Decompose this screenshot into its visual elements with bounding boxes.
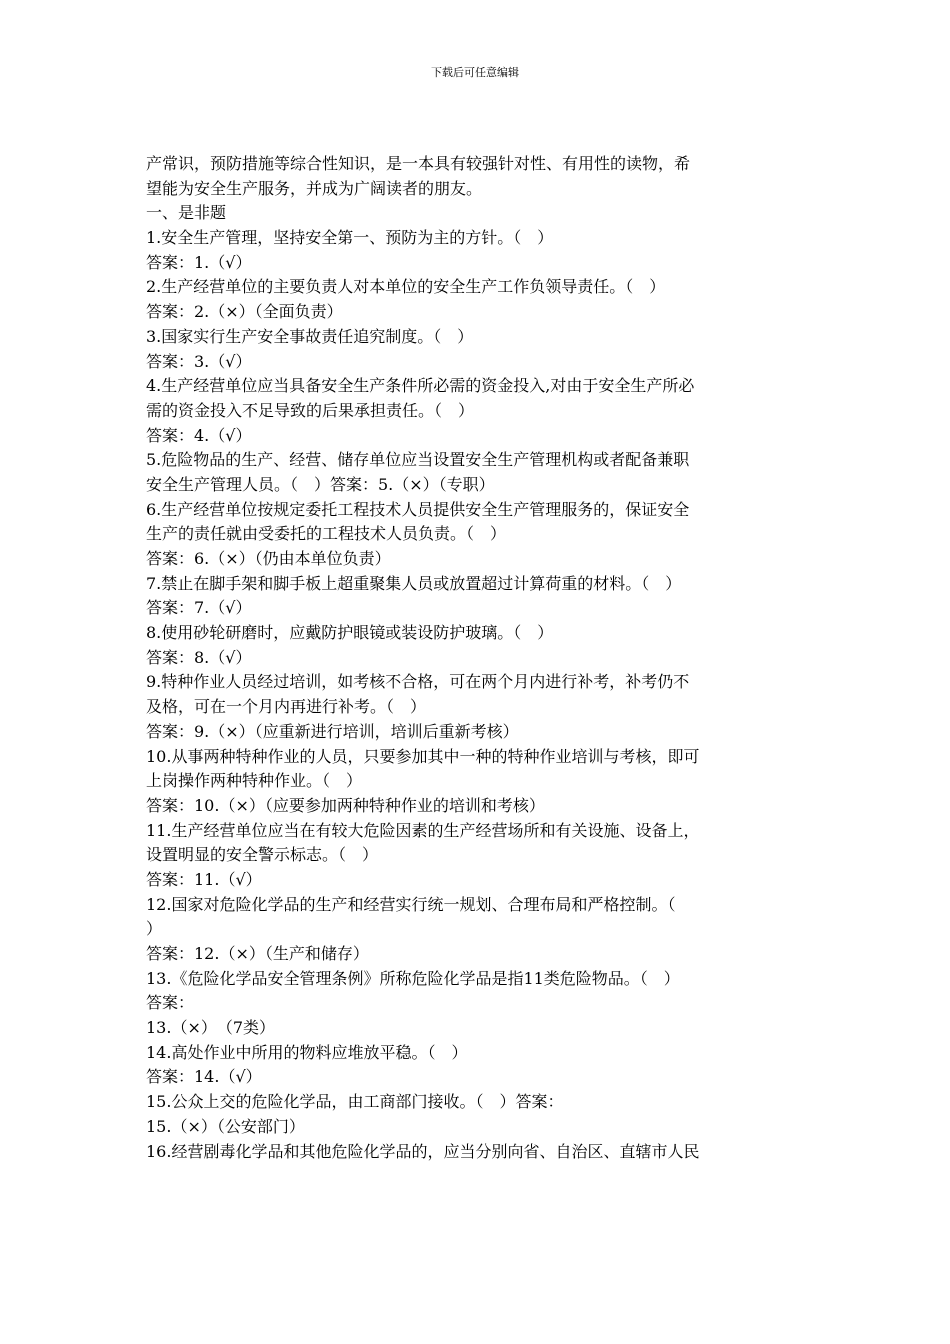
answer-line: 答案：4.（√） <box>146 425 252 445</box>
question-line: 8.使用砂轮研磨时，应戴防护眼镜或装设防护玻璃。（ ） <box>146 623 554 643</box>
question-line: 15.公众上交的危险化学品，由工商部门接收。（ ）答案： <box>146 1092 564 1112</box>
question-line: 16.经营剧毒化学品和其他危险化学品的，应当分别向省、自治区、直辖市人民 <box>146 1141 700 1161</box>
question-line: 11.生产经营单位应当在有较大危险因素的生产经营场所和有关设施、设备上， <box>146 820 700 840</box>
question-line: 设置明显的安全警示标志。（ ） <box>146 845 379 865</box>
answer-line: 答案：9.（×）（应重新进行培训，培训后重新考核） <box>146 721 519 741</box>
answer-line: 答案：12.（×）（生产和储存） <box>146 944 369 963</box>
answer-line: 答案：8.（√） <box>146 647 252 667</box>
question-line: 6.生产经营单位按规定委托工程技术人员提供安全生产管理服务的，保证安全 <box>146 499 690 519</box>
text-line: 产常识，预防措施等综合性知识，是一本具有较强针对性、有用性的读物，希 <box>146 154 691 173</box>
question-line: 7.禁止在脚手架和脚手板上超重聚集人员或放置超过计算荷重的材料。（ ） <box>146 573 682 593</box>
text-line: 望能为安全生产服务，并成为广阔读者的朋友。 <box>146 178 483 198</box>
question-line: 及格，可在一个月内再进行补考。（ ） <box>146 697 427 717</box>
question-line: 9.特种作业人员经过培训，如考核不合格，可在两个月内进行补考，补考仍不 <box>146 672 690 692</box>
question-line: 需的资金投入不足导致的后果承担责任。（ ） <box>146 400 475 420</box>
question-line: 5.危险物品的生产、经营、储存单位应当设置安全生产管理机构或者配备兼职 <box>146 450 690 470</box>
question-line: 1.安全生产管理，坚持安全第一、预防为主的方针。（ ） <box>146 228 554 248</box>
answer-line: 13.（×） （7类） <box>146 1018 276 1038</box>
question-line: 13.《危险化学品安全管理条例》所称危险化学品是指11类危险物品。（ ） <box>146 968 680 988</box>
answer-line: 答案：6.（×）（仍由本单位负责） <box>146 549 391 568</box>
answer-line: 答案：11.（√） <box>146 869 262 889</box>
question-line: 安全生产管理人员。（ ）答案：5.（×）（专职） <box>146 474 495 494</box>
question-line: 3.国家实行生产安全事故责任追究制度。（ ） <box>146 326 474 346</box>
answer-line: 答案：2.（×）（全面负责） <box>146 302 343 322</box>
question-line: 2.生产经营单位的主要负责人对本单位的安全生产工作负领导责任。（ ） <box>146 277 666 297</box>
answer-line: 答案：14.（√） <box>146 1067 262 1087</box>
document-body <box>146 152 806 1164</box>
question-line: 10.从事两种特种作业的人员，只要参加其中一种的特种作业培训与考核，即可 <box>146 746 700 766</box>
question-line: 上岗操作两种特种作业。（ ） <box>146 771 363 791</box>
answer-line: 答案： <box>146 993 195 1013</box>
question-line: 4.生产经营单位应当具备安全生产条件所必需的资金投入,对由于安全生产所必 <box>146 376 695 396</box>
question-line: 生产的责任就由受委托的工程技术人员负责。（ ） <box>146 524 507 544</box>
question-line: 12.国家对危险化学品的生产和经营实行统一规划、合理布局和严格控制。（ <box>146 894 676 914</box>
answer-line: 答案：3.（√） <box>146 351 252 371</box>
page-header: 下载后可任意编辑 <box>431 66 519 79</box>
answer-line: 答案：10.（×）（应要参加两种特种作业的培训和考核） <box>146 795 545 815</box>
section-heading: 一、是非题 <box>146 203 227 223</box>
question-line: 14.高处作业中所用的物料应堆放平稳。（ ） <box>146 1042 468 1062</box>
answer-line: 答案：1.（√） <box>146 252 252 272</box>
answer-line: 答案：7.（√） <box>146 598 252 618</box>
answer-line: 15.（×）（公安部门） <box>146 1116 305 1136</box>
question-line: ） <box>146 919 163 939</box>
